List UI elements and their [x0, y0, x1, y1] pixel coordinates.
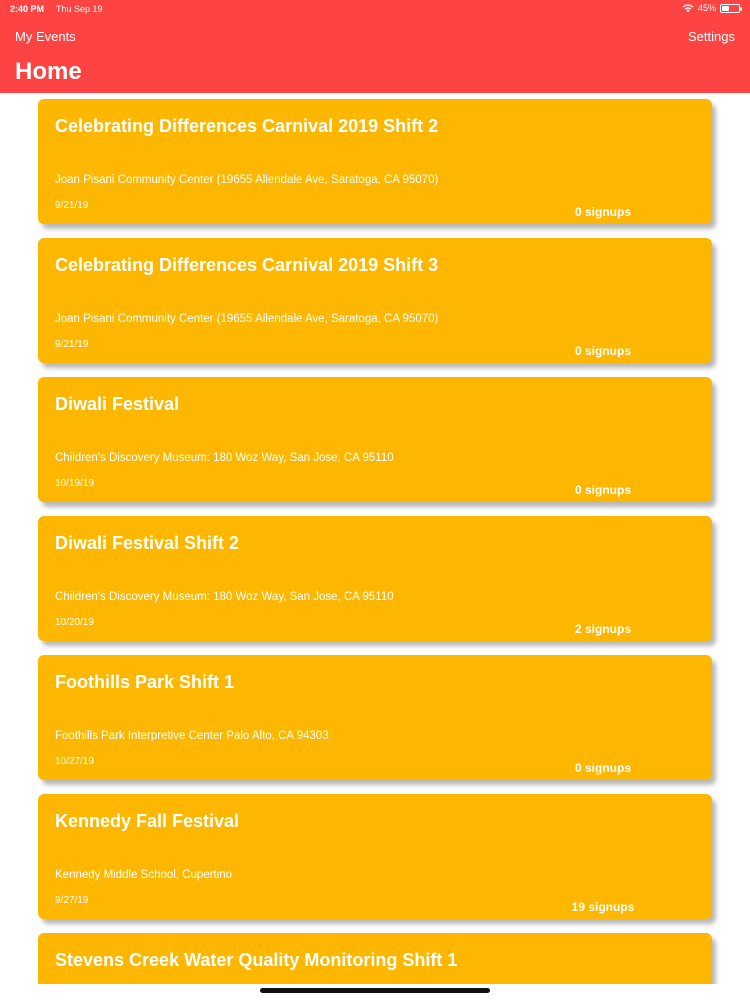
event-card[interactable] — [38, 99, 712, 224]
home-indicator[interactable] — [260, 988, 490, 993]
event-title: Celebrating Differences Carnival 2019 Shift 2 — [55, 116, 439, 136]
event-signups: 0 signups — [574, 483, 631, 497]
event-location: Children's Discovery Museum: 180 Woz Way, San Jose, CA 95110 — [55, 591, 394, 603]
battery-percent: 45% — [697, 3, 716, 13]
event-title: Foothills Park Shift 1 — [55, 672, 235, 692]
status-bar — [0, 0, 750, 18]
event-date: 10/19/19 — [55, 478, 94, 489]
my-events-button[interactable]: My Events — [15, 29, 76, 44]
settings-button[interactable]: Settings — [688, 29, 735, 44]
event-list[interactable] — [0, 93, 750, 1000]
wifi-icon — [682, 3, 694, 13]
event-location: Joan Pisani Community Center (19655 Allendale Ave, Saratoga, CA 95070) — [55, 174, 439, 186]
event-signups: 19 signups — [571, 900, 635, 914]
event-location: Kennedy Middle School, Cupertino — [55, 869, 233, 881]
page-title: Home — [15, 58, 82, 85]
event-location: Joan Pisani Community Center (19655 Allendale Ave, Saratoga, CA 95070) — [55, 313, 439, 325]
battery-fill — [722, 6, 729, 11]
status-indicators — [682, 3, 740, 13]
battery-icon — [720, 4, 740, 13]
event-card[interactable] — [38, 655, 712, 780]
event-signups: 0 signups — [574, 344, 631, 358]
event-location: Children's Discovery Museum: 180 Woz Way, San Jose, CA 95110 — [55, 452, 394, 464]
status-time: 2:40 PM — [10, 4, 45, 14]
event-card[interactable] — [38, 516, 712, 641]
event-title: Diwali Festival Shift 2 — [55, 533, 240, 553]
event-card[interactable] — [38, 377, 712, 502]
event-card[interactable] — [38, 794, 712, 919]
event-signups: 0 signups — [574, 761, 631, 775]
event-date: 9/21/19 — [55, 200, 89, 211]
event-date: 9/21/19 — [55, 339, 89, 350]
event-signups: 2 signups — [574, 622, 631, 636]
status-date: Thu Sep 19 — [56, 4, 103, 14]
event-location: Foothills Park Interpretive Center Palo Alto, CA 94303 — [55, 730, 329, 742]
event-date: 10/20/19 — [55, 617, 94, 628]
navigation-header — [0, 0, 750, 93]
event-card[interactable] — [38, 238, 712, 363]
event-date: 10/27/19 — [55, 756, 94, 767]
event-signups: 0 signups — [574, 205, 631, 219]
event-title: Stevens Creek Water Quality Monitoring Shift 1 — [55, 950, 458, 970]
event-title: Celebrating Differences Carnival 2019 Shift 3 — [55, 255, 439, 275]
event-date: 9/27/19 — [55, 895, 89, 906]
event-title: Diwali Festival — [55, 394, 180, 414]
event-title: Kennedy Fall Festival — [55, 811, 240, 831]
